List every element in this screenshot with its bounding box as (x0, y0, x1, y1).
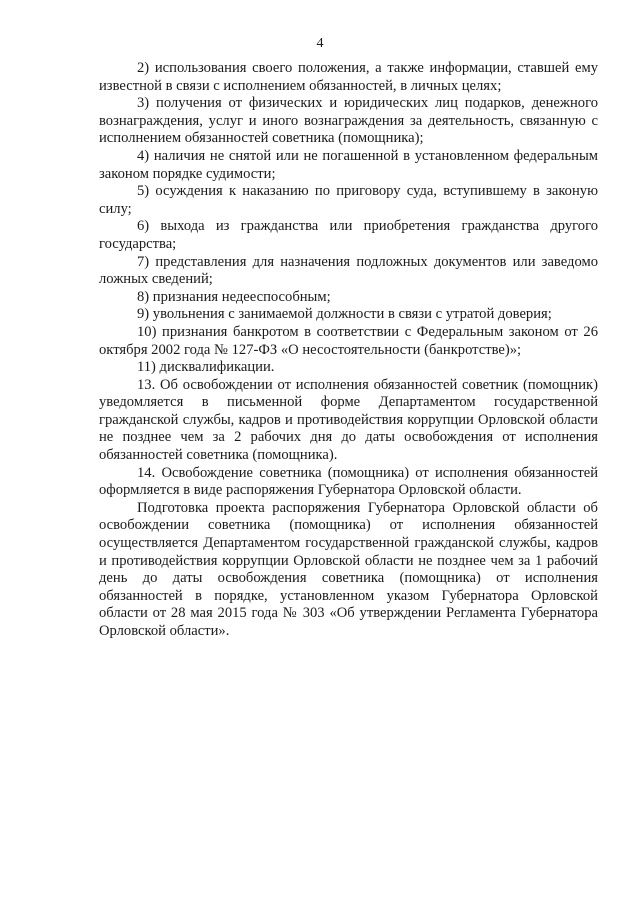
paragraph-clause-13: 13. Об освобождении от исполнения обязанностей советник (помощник) уведомляется в письменной форме Департаментом государственной гражданской службы, кадров и противодействия коррупции Орловской области не позднее чем за 2 рабочих дня до даты освобождения от исполнения обязанностей советника (помощника). (99, 376, 598, 464)
document-body (99, 60, 598, 641)
paragraph-item-7: 7) представления для назначения подложных документов или заведомо ложных сведений; (99, 253, 598, 288)
paragraph-preparation: Подготовка проекта распоряжения Губернатора Орловской области об освобождении советника (помощника) от исполнения обязанностей осуществляется Департаментом государственной гражданской службы, кадров и противодействия коррупции Орловской области не позднее чем за 1 рабочий день до даты освобождения советника (помощника) от исполнения обязанностей в порядке, установленном указом Губернатора Орловской области от 28 мая 2015 года № 303 «Об утверждении Регламента Губернатора Орловской области». (99, 499, 598, 639)
paragraph-item-3: 3) получения от физических и юридических лиц подарков, денежного вознаграждения, услуг и иного вознаграждения за деятельность, связанную с исполнением обязанностей советника (помощника); (99, 95, 598, 147)
paragraph-item-2: 2) использования своего положения, а также информации, ставшей ему известной в связи с исполнением обязанностей, в личных целях; (99, 60, 598, 94)
paragraph-item-10: 10) признания банкротом в соответствии с Федеральным законом от 26 октября 2002 года № 127-ФЗ «О несостоятельности (банкротстве)»; (99, 323, 598, 358)
paragraph-clause-14: 14. Освобождение советника (помощника) от исполнения обязанностей оформляется в виде распоряжения Губернатора Орловской области. (99, 464, 598, 499)
paragraph-item-5: 5) осуждения к наказанию по приговору суда, вступившему в законую силу; (99, 183, 598, 217)
paragraph-item-9: 9) увольнения с занимаемой должности в связи с утратой доверия; (137, 306, 552, 323)
page-number: 4 (316, 36, 324, 51)
paragraph-item-4: 4) наличия не снятой или не погашенной в установленном федеральным законом порядке судимости; (99, 147, 598, 182)
paragraph-item-8: 8) признания недееспособным; (137, 288, 331, 305)
paragraph-item-11: 11) дисквалификации. (137, 359, 275, 376)
paragraph-item-6: 6) выхода из гражданства или приобретения гражданства другого государства; (99, 218, 598, 252)
